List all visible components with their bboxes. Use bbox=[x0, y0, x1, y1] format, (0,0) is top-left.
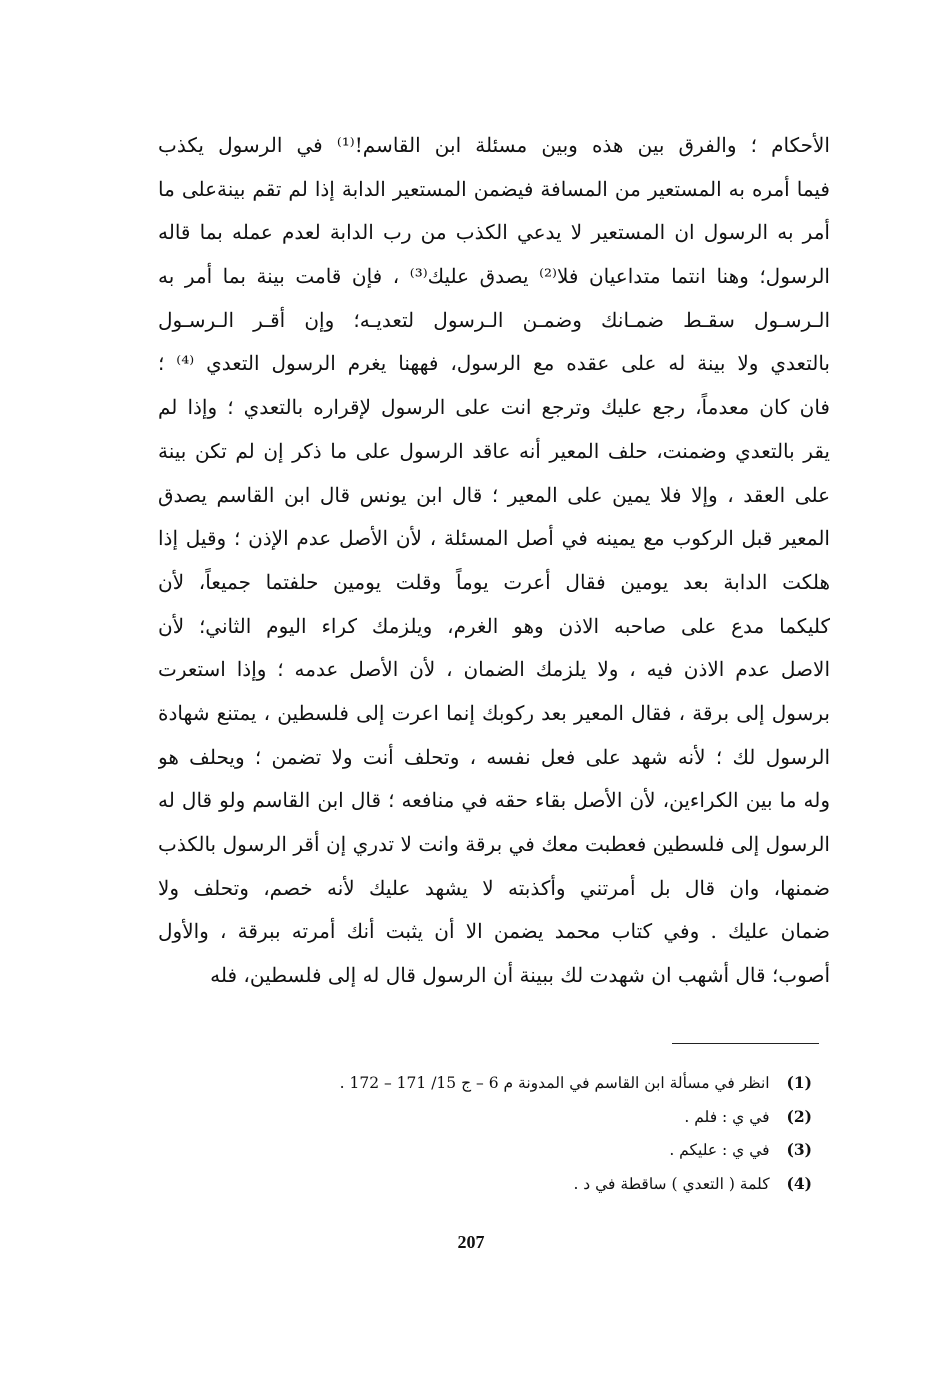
footnote-divider bbox=[672, 1043, 819, 1044]
text-line: برسول إلى برقة ، فقال المعير بعد ركوبك إنما اعرت إلى فلسطين ، يمتنع شهادة bbox=[158, 700, 830, 725]
text-line: الرسول؛ وهنا انتما متداعيان فلا⁽²⁾ يصدق عليك⁽³⁾ ، فإن قامت بينة بما أمر به bbox=[158, 264, 830, 289]
text-line: الأحكام ؛ والفرق بين هذه وبين مسئلة ابن القاسم!⁽¹⁾ في الرسول يكذب bbox=[158, 133, 830, 157]
page-number: 207 bbox=[457, 1232, 485, 1252]
text-line: الاصل عدم الاذن فيه ، ولا يلزمك الضمان ، لأن الأصل عدمه ؛ وإذا استعرت bbox=[158, 657, 830, 682]
footnote-text: في ي : عليكم . bbox=[669, 1141, 770, 1159]
footnote-item bbox=[240, 1066, 812, 1100]
text-line: فان كان معدماً، رجع عليك وترجع انت على الرسول لإقراره بالتعدي ؛ وإذا لم bbox=[158, 395, 830, 420]
text-line: بالتعدي ولا بينة له على عقده مع الرسول، فههنا يغرم الرسول التعدي ⁽⁴⁾ ؛ bbox=[158, 351, 830, 376]
text-line: فيما أمره به المستعير من المسافة فيضمن المستعير الدابة إذا لم تقم بينةعلى ما bbox=[158, 176, 830, 201]
footnotes-block bbox=[240, 1066, 812, 1200]
text-line: المعير قبل الركوب مع يمينه في أصل المسئلة ، لأن الأصل عدم الإذن ؛ وقيل إذا bbox=[158, 526, 830, 551]
text-line: وله ما بين الكراءين، لأن الأصل بقاء حقه في منافعه ؛ قال ابن القاسم ولو قال له bbox=[158, 788, 830, 813]
footnote-number: (4) bbox=[786, 1173, 812, 1193]
text-line: كليكما مدع على صاحبه الاذن وهو الغرم، ويلزمك كراء اليوم الثاني؛ لأن bbox=[158, 613, 830, 638]
footnote-text: كلمة ( التعدي ) ساقطة في د . bbox=[573, 1174, 770, 1193]
text-line: الرسول لك ؛ لأنه شهد على فعل نفسه ، وتحلف أنت ولا تضمن ؛ ويحلف هو bbox=[158, 744, 830, 769]
text-line: يقر بالتعدي وضمنت، حلف المعير أنه عاقد الرسول على ما ذكر إن لم تكن بينة bbox=[158, 438, 830, 463]
text-line: هلكت الدابة بعد يومين فقال أعرت يوماً وقلت يومين حلفتما جميعاً، لأن bbox=[158, 569, 830, 594]
text-line: أصوب؛ قال أشهب ان شهدت لك ببينة أن الرسول قال له إلى فلسطين، فله bbox=[210, 963, 830, 988]
footnote-number: (3) bbox=[786, 1140, 812, 1159]
footnote-text: في ي : فلم . bbox=[684, 1107, 770, 1126]
text-line: ضمان عليك . وفي كتاب محمد يضمن الا أن يثبت أنك أمرته ببرقة ، والأول bbox=[158, 919, 830, 944]
text-line: أمر به الرسول ان المستعير لا يدعي الكذب من رب الدابة لعدم عمله بما قاله bbox=[158, 220, 830, 245]
footnote-number: (1) bbox=[786, 1073, 812, 1092]
footnote-item bbox=[240, 1100, 812, 1134]
text-line: الـرسـول سقـط ضمـانك وضمـن الـرسول لتعديـه؛ وإن أقـر الـرسـول bbox=[158, 307, 830, 332]
text-line: على العقد ، وإلا فلا يمين على المعير ؛ قال ابن يونس قال ابن القاسم يصدق bbox=[158, 482, 830, 507]
footnote-text: انظر في مسألة ابن القاسم في المدونة م 6 – ج 15/ 171 – 172 . bbox=[339, 1074, 770, 1092]
footnote-item bbox=[240, 1167, 812, 1201]
text-line: ضمنها، وان قال بل أمرتني وأكذبته لا يشهد عليك لأنه خصم، وتحلف ولا bbox=[158, 875, 830, 900]
main-text-block bbox=[158, 124, 830, 998]
footnote-item bbox=[240, 1133, 812, 1167]
text-line: الرسول إلى فلسطين فعطبت معك في برقة وانت لا تدري إن أقر الرسول بالكذب bbox=[158, 832, 830, 856]
footnote-number: (2) bbox=[786, 1106, 812, 1126]
